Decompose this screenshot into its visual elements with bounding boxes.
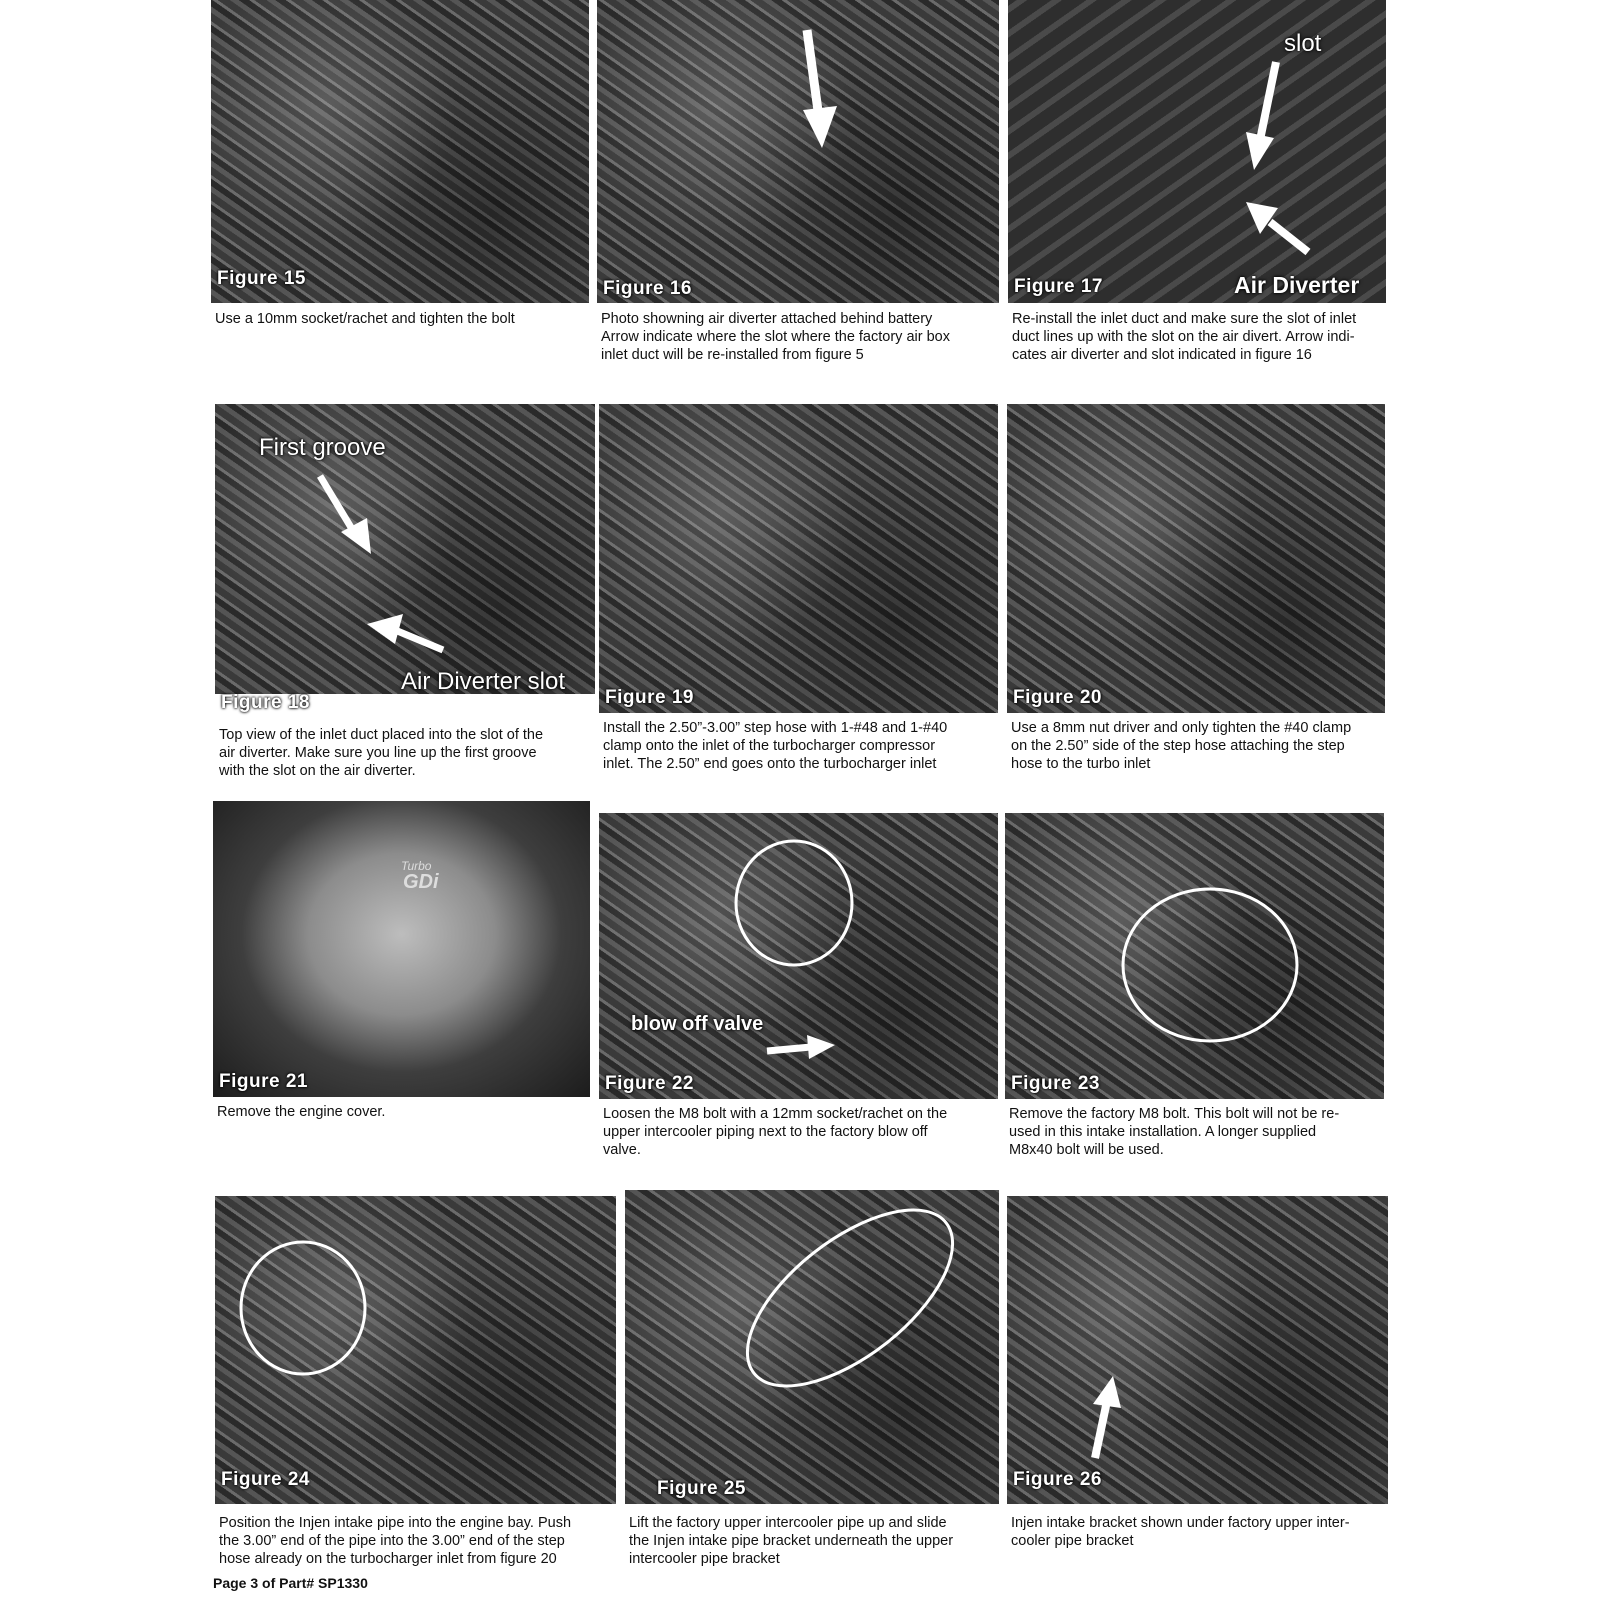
figure-21-caption: Remove the engine cover. — [217, 1104, 386, 1120]
figure-25-annotations — [625, 1190, 999, 1504]
figure-16-caption: Photo showning air diverter attached behind battery Arrow indicate where the slot where the factory air box inlet duct will be re-installed from figure 5 — [601, 311, 950, 363]
figure-20-caption: Use a 8mm nut driver and only tighten the #40 clamp on the 2.50” side of the step hose attaching the step hose to the turbo inlet — [1011, 720, 1352, 772]
figure-25 — [625, 1190, 1005, 1570]
figure-21-photo — [213, 801, 590, 1097]
figure-15-caption: Use a 10mm socket/rachet and tighten the bolt — [215, 311, 515, 327]
figure-17-air-diverter-text: Air Diverter — [1234, 272, 1360, 298]
figure-21-label: Figure 21 — [219, 1071, 308, 1092]
figure-22-bov-text: blow off valve — [631, 1013, 764, 1035]
figure-25-label: Figure 25 — [657, 1478, 746, 1499]
figure-18-first-groove-text: First groove — [259, 434, 386, 461]
figure-18-label: Figure 18 — [221, 692, 310, 713]
figure-18 — [215, 404, 600, 784]
figure-19-label: Figure 19 — [605, 687, 694, 708]
figure-23-caption: Remove the factory M8 bolt. This bolt will not be re- used in this intake installation. A longer supplied M8x40 bolt will be used. — [1009, 1106, 1340, 1158]
figure-24-caption: Position the Injen intake pipe into the engine bay. Push the 3.00” end of the pipe into the 3.00” end of the step hose already on the turbocharger inlet from figure 20 — [219, 1515, 572, 1567]
figure-24 — [215, 1196, 620, 1566]
figure-19-caption: Install the 2.50”-3.00” step hose with 1-#48 and 1-#40 clamp onto the inlet of the turbocharger compressor inlet. The 2.50” end goes onto the turbocharger inlet — [603, 720, 948, 772]
figure-21 — [213, 801, 598, 1141]
figure-16 — [597, 0, 1002, 370]
figure-20-photo — [1007, 404, 1385, 713]
figure-21-cover-text-2: GDi — [403, 871, 439, 893]
figure-26-arrow — [1007, 1196, 1388, 1504]
figure-15-photo — [211, 0, 589, 303]
figure-20 — [1007, 404, 1387, 784]
figure-17 — [1008, 0, 1388, 370]
figure-22-label: Figure 22 — [605, 1073, 694, 1094]
figure-26-label: Figure 26 — [1013, 1469, 1102, 1490]
figure-17-label: Figure 17 — [1014, 276, 1103, 297]
figure-18-caption: Top view of the inlet duct placed into the slot of the air diverter. Make sure you line up the first groove with the slot on the air diverter. — [219, 727, 544, 779]
page-footer: Page 3 of Part# SP1330 — [213, 1575, 368, 1591]
figure-17-arrows — [1008, 0, 1386, 303]
figure-19-photo — [599, 404, 998, 713]
figure-16-label: Figure 16 — [603, 278, 692, 299]
figure-21-cover-text-1: Turbo — [401, 859, 432, 873]
figure-18-air-diverter-slot-text: Air Diverter slot — [401, 668, 566, 695]
figure-26-caption: Injen intake bracket shown under factory upper inter- cooler pipe bracket — [1011, 1515, 1350, 1549]
figure-22-caption: Loosen the M8 bolt with a 12mm socket/rachet on the upper intercooler piping next to the factory blow off valve. — [603, 1106, 948, 1158]
figure-16-arrow — [597, 0, 999, 303]
figure-15-label: Figure 15 — [217, 268, 306, 289]
figure-20-label: Figure 20 — [1013, 687, 1102, 708]
figure-24-label: Figure 24 — [221, 1469, 310, 1490]
figure-15 — [211, 0, 591, 370]
figure-22 — [599, 813, 999, 1158]
figure-23-label: Figure 23 — [1011, 1073, 1100, 1094]
figure-19 — [599, 404, 999, 784]
figure-23-annotations — [1005, 813, 1384, 1099]
figure-22-annotations — [599, 813, 998, 1099]
figure-24-annotations — [215, 1196, 616, 1504]
figure-17-slot-text: slot — [1284, 30, 1322, 57]
figure-17-caption: Re-install the inlet duct and make sure the slot of inlet duct lines up with the slot on the air divert. Arrow indi- cates air diverter and slot indicated in figure 16 — [1012, 311, 1357, 363]
figure-23 — [1005, 813, 1390, 1158]
figure-25-caption: Lift the factory upper intercooler pipe up and slide the Injen intake pipe bracket underneath the upper intercooler pipe bracket — [629, 1515, 954, 1567]
figure-26 — [1007, 1196, 1392, 1566]
